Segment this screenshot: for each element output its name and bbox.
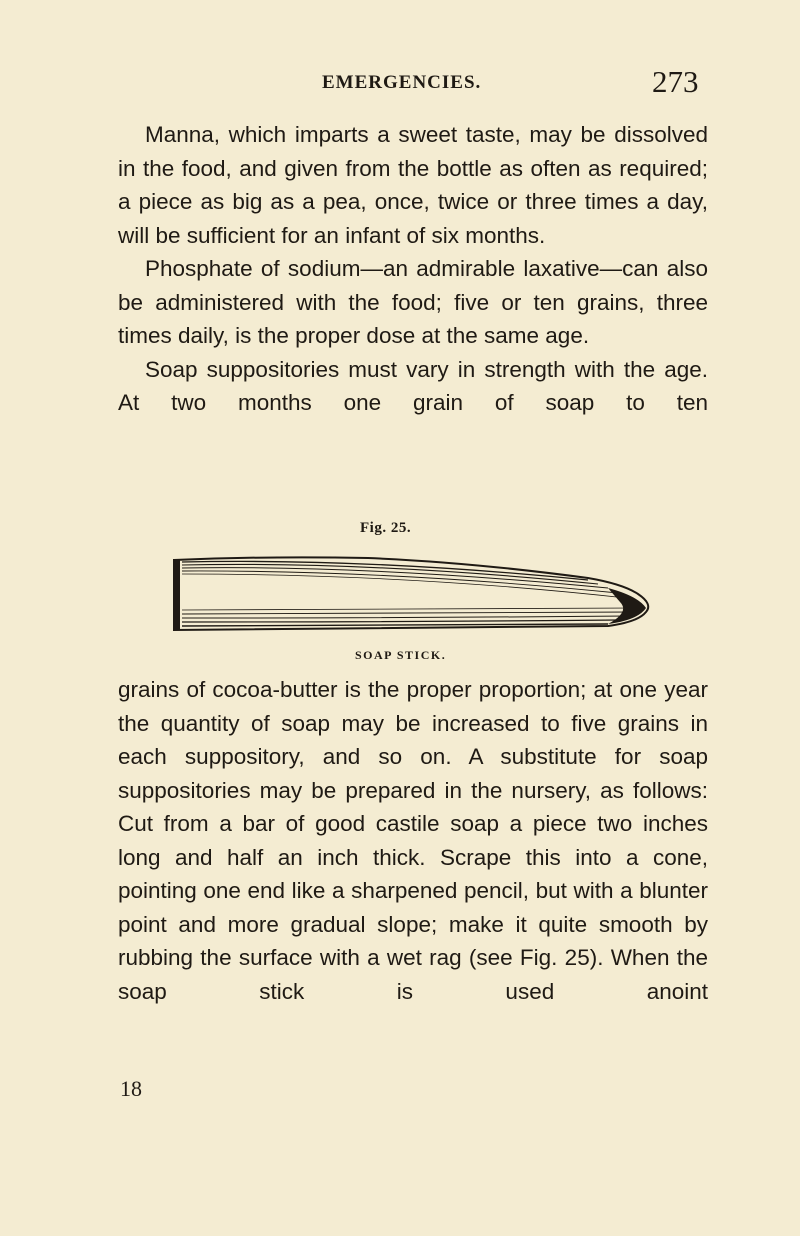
figure-caption: SOAP STICK. — [355, 648, 447, 662]
paragraph: Manna, which imparts a sweet taste, may be dissolved in the food, and given from the bottle as often as required; a piece as big as a pea, once, twice or three times a day, will be sufficient for an infant of six months. — [118, 122, 708, 248]
text-block-top — [118, 118, 708, 420]
running-head: EMERGENCIES. — [322, 72, 482, 93]
soap-stick-illustration — [168, 548, 668, 638]
figure-label: Fig. 25. — [360, 520, 412, 536]
signature-mark: 18 — [120, 1076, 142, 1101]
paragraph: Phosphate of sodium—an admirable laxative—can also be administered with the food; five or ten grains, three times daily, is the proper dose at the same age. — [118, 256, 708, 348]
soap-stick-drawing — [174, 557, 648, 630]
paragraph: grains of cocoa-butter is the proper proportion; at one year the quantity of soap may be increased to five grains in each suppository, and so on. A substitute for soap suppositories may be prepared in the nursery, as follows: Cut from a bar of good castile soap a piece two inches long and half an inch thick. Scrape this into a cone, pointing one end like a sharpened pencil, but with a blunter point and more gradual slope; make it quite smooth by rubbing the surface with a wet rag (see Fig. 25). When the soap stick is used anoint — [118, 677, 708, 1004]
page-number: 273 — [652, 64, 699, 99]
text-block-bottom — [118, 673, 708, 1008]
paragraph: Soap suppositories must vary in strength with the age. At two months one grain of soap to ten — [118, 356, 708, 415]
